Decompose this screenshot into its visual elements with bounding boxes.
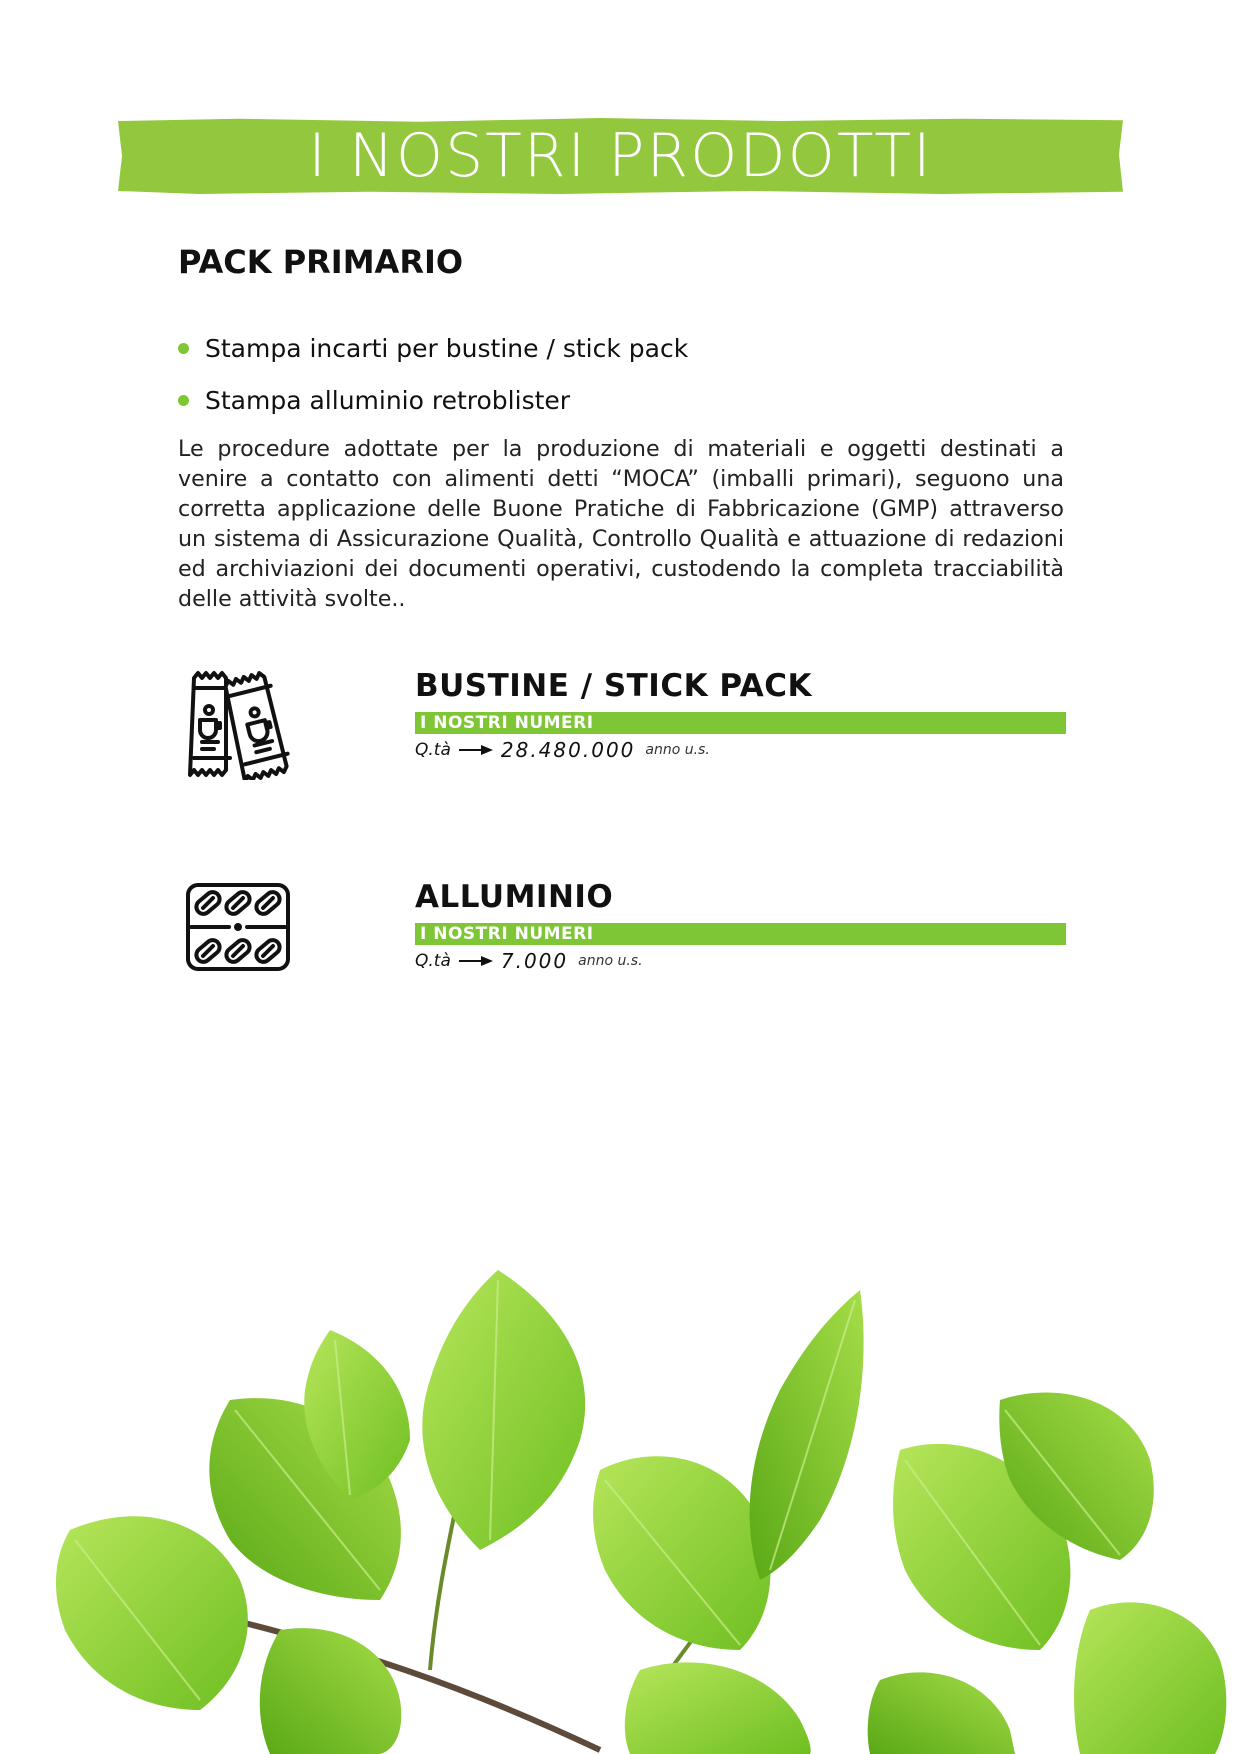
quantity-unit: anno u.s. (645, 742, 710, 758)
product-name: ALLUMINIO (415, 879, 614, 915)
feature-list (178, 322, 688, 426)
quantity-line (415, 738, 710, 762)
blister-pack-icon (185, 882, 291, 972)
stick-pack-icon (188, 668, 294, 780)
list-item (178, 322, 688, 374)
quantity-label: Q.tà (415, 740, 451, 760)
numbers-label: I NOSTRI NUMERI (415, 923, 1066, 945)
bullet-dot-icon (178, 343, 189, 354)
section-title: PACK PRIMARIO (178, 243, 464, 281)
page-title: I NOSTRI PRODOTTI (308, 121, 933, 191)
quantity-line (415, 949, 643, 973)
arrow-right-icon (459, 955, 493, 967)
product-name: BUSTINE / STICK PACK (415, 668, 813, 704)
list-item-label: Stampa incarti per bustine / stick pack (205, 333, 689, 363)
intro-paragraph: Le procedure adottate per la produzione di materiali e oggetti destinati a venire a contatto con alimenti detti “MOCA” (imballi primari), seguono una corretta applicazione delle Buone Pratiche di Fabbricazione (GMP) attraverso un sistema di Assicurazione Qualità, Controllo Qualità e attuazione di redazioni ed archiviazioni dei documenti operativi, custodendo la completa tracciabilità delle attività svolte.. (178, 436, 1064, 612)
list-item (178, 374, 688, 426)
quantity-label: Q.tà (415, 951, 451, 971)
arrow-right-icon (459, 744, 493, 756)
numbers-label: I NOSTRI NUMERI (415, 712, 1066, 734)
quantity-value: 28.480.000 (500, 738, 636, 762)
quantity-unit: anno u.s. (578, 953, 643, 969)
birch-leaves-image (0, 1250, 1241, 1754)
list-item-label: Stampa alluminio retroblister (205, 385, 571, 415)
bullet-dot-icon (178, 395, 189, 406)
quantity-value: 7.000 (500, 949, 569, 973)
